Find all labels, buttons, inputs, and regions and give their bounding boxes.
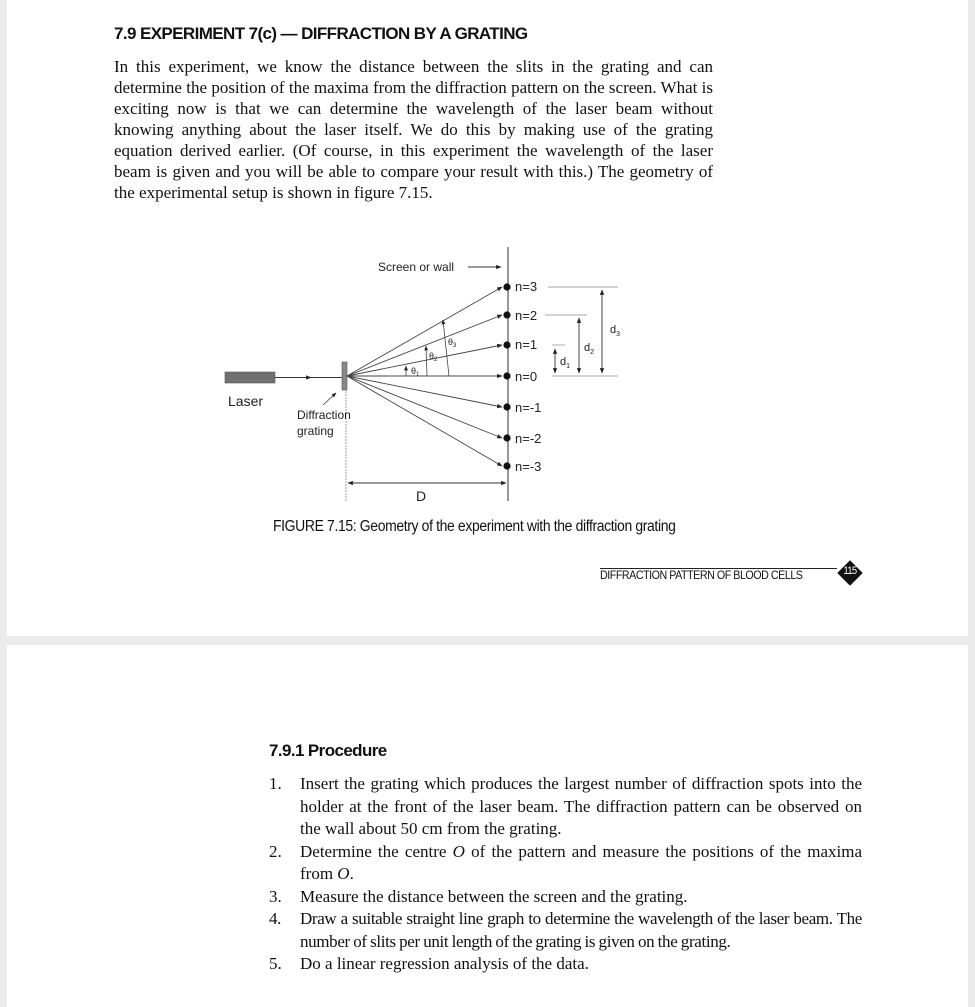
grating-label-line1: Diffraction — [297, 408, 351, 422]
order-label: n=3 — [515, 279, 538, 294]
d3-label: $d_3$ — [610, 324, 621, 338]
screen-label: Screen or wall — [378, 260, 455, 274]
order-label: n=-3 — [515, 459, 542, 474]
diffraction-geometry-figure — [215, 245, 655, 510]
list-item: 3. Measure the distance between the screen and the grating. — [269, 886, 688, 906]
intro-paragraph: In this experiment, we know the distance between the slits in the grating and can determine the position of the maxima from the diffraction pattern on the screen. What is exciting now is that we can determine the wavelength of the laser beam without knowing anything about the laser itself. We do this by making use of the grating equation derived earlier. (Of course, in this experiment the wavelength of the laser beam is given and you will be able to compare your result with this.) The geometry of the experimental setup is shown in figure 7.15. — [114, 57, 713, 202]
theta1-label: $\theta_1$ — [411, 366, 420, 378]
footer-rule — [600, 568, 837, 569]
grating — [342, 362, 347, 390]
theta3-label: $\theta_3$ — [448, 337, 457, 349]
list-item: 4. Draw a suitable straight line graph to determine the wavelength of the laser beam. The number of slits per unit length of the grating is given on the grating. — [269, 909, 862, 951]
order-label: n=-2 — [515, 431, 542, 446]
distance-label: D — [416, 488, 427, 504]
order-label: n=1 — [515, 337, 538, 352]
order-label: n=2 — [515, 308, 538, 323]
running-title: DIFFRACTION PATTERN OF BLOOD CELLS — [600, 570, 803, 582]
grating-label-line2: grating — [297, 424, 334, 438]
page-footer — [600, 560, 865, 586]
list-item: 1. Insert the grating which produces the largest number of diffraction spots into the holder at the front of the laser beam. The diffraction pattern can be observed on the wall about 50 cm from the grating. — [269, 774, 862, 838]
d2-label: $d_2$ — [584, 342, 595, 356]
grating-pointer — [323, 393, 336, 405]
page-116 — [7, 645, 968, 1007]
figure-caption: FIGURE 7.15: Geometry of the experiment with the diffraction grating — [273, 518, 676, 535]
procedure-list — [269, 773, 862, 976]
page-115 — [7, 0, 968, 636]
list-item: 5. Do a linear regression analysis of the data. — [269, 954, 589, 973]
d1-label: $d_1$ — [560, 356, 571, 370]
section-title: 7.9 EXPERIMENT 7(c) — DIFFRACTION BY A GRATING — [114, 24, 528, 43]
page-number: 115 — [843, 565, 857, 577]
subsection-title: 7.9.1 Procedure — [269, 741, 387, 760]
laser-body — [225, 372, 275, 383]
page-number-badge — [837, 560, 863, 586]
order-label: n=0 — [515, 369, 538, 384]
laser-label: Laser — [228, 393, 264, 409]
diffraction-spots — [503, 283, 510, 469]
order-label: n=-1 — [515, 400, 542, 415]
theta2-label: $\theta_2$ — [429, 351, 438, 363]
list-item: 2. Determine the centre O of the pattern and measure the positions of the maxima from O. — [269, 841, 862, 883]
